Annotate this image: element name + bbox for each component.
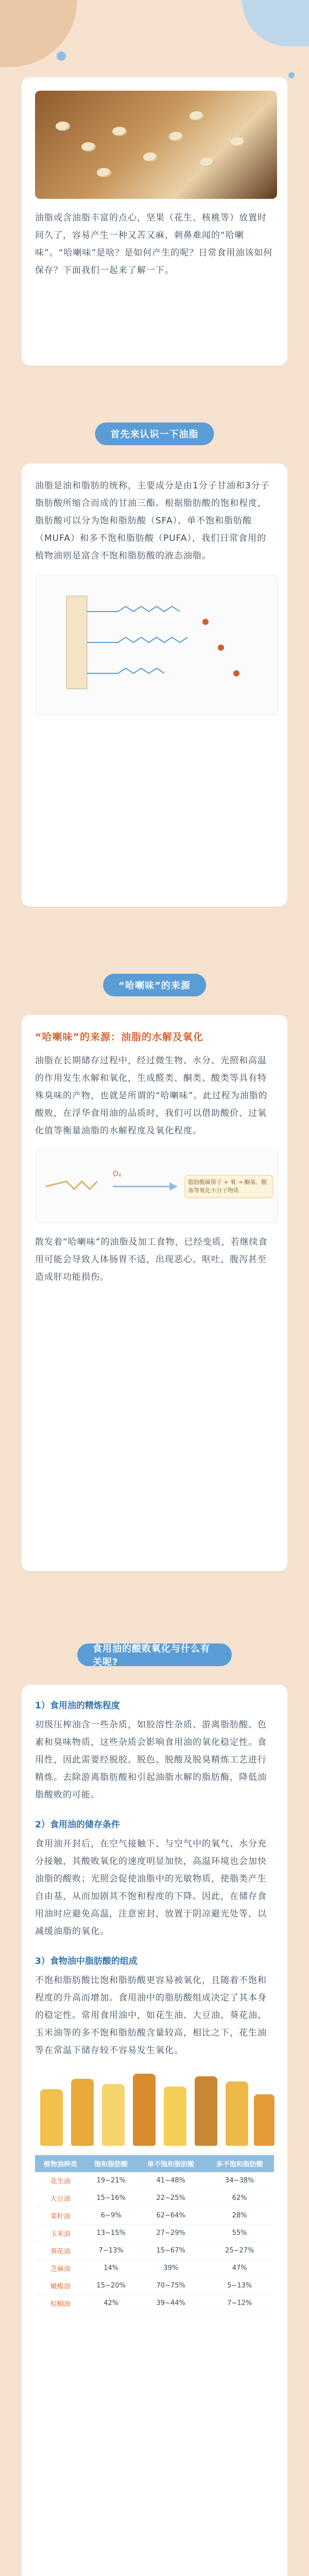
table-cell: 15~67% <box>136 2242 205 2260</box>
oil-intro-paragraph: 油脂是油和脂肪的统称，主要成分是由1分子甘油和3分子脂肪酸所缩合而成的甘油三酯。根据脂肪酸的饱和程度，脂肪酸可以分为饱和脂肪酸（SFA）、单不饱和脂肪酸（MUFA）和多不饱和脂肪酸（PUFA），我们日常食用的植物油则是富含不饱和脂肪酸的液态油脂。 <box>35 481 270 561</box>
table-cell: 41~48% <box>136 2172 205 2190</box>
table-cell: 42% <box>85 2295 136 2312</box>
oxidation-diagram <box>35 1150 278 1223</box>
table-cell: 22~25% <box>136 2190 205 2207</box>
intro-card <box>22 77 287 366</box>
table-cell: 39% <box>136 2260 205 2277</box>
table-cell: 7~13% <box>85 2242 136 2260</box>
table-row <box>35 2172 274 2190</box>
triglyceride-diagram <box>35 575 278 715</box>
table-cell: 34~38% <box>205 2172 274 2190</box>
table-header-cell: 植物油种类 <box>35 2155 85 2172</box>
oil-bottles-image <box>35 2069 277 2146</box>
table-cell: 菜籽油 <box>35 2207 85 2225</box>
table-row <box>35 2277 274 2295</box>
table-header-row <box>35 2155 274 2172</box>
oil-fatty-acid-table <box>35 2155 274 2312</box>
table-header-cell: 单不饱和脂肪酸 <box>136 2155 205 2172</box>
table-cell: 5~13% <box>205 2277 274 2295</box>
table-cell: 15~20% <box>85 2277 136 2295</box>
table-cell: 花生油 <box>35 2172 85 2190</box>
table-cell: 橄榄油 <box>35 2277 85 2295</box>
table-cell: 7~12% <box>205 2295 274 2312</box>
oxidation-factors-card <box>22 1685 287 2576</box>
table-cell: 28% <box>205 2207 274 2225</box>
table-cell: 13~15% <box>85 2225 136 2242</box>
section-pill-oil-intro: 首先来认识一下油脂 <box>95 422 214 445</box>
table-row <box>35 2207 274 2225</box>
table-cell: 47% <box>205 2260 274 2277</box>
factor-3-paragraph: 不饱和脂肪酸比饱和脂肪酸更容易被氧化，且随着不饱和程度的升高而增加。食用油中的脂肪酸组成决定了其本身的稳定性。常用食用油中，如花生油、大豆油、葵花油、玉米油等的多不饱和脂肪酸含量较高，相比之下，花生油等在常温下储存较不容易发生氧化。 <box>35 1975 267 2056</box>
factor-1-paragraph: 初级压榨油含一些杂质，如胶溶性杂质、游离脂肪酸、色素和臭味物质，这些杂质会影响食用油的氧化稳定性。食用性，因此需要经脱胶、脱色、脱酸及脱臭精炼工艺进行精炼。去除游离脂肪酸和引起油脂水解的脂肪酶，降低油脂酸败的可能。 <box>35 1720 267 1800</box>
table-row <box>35 2260 274 2277</box>
table-row <box>35 2225 274 2242</box>
factor-1-heading: 1）食用油的精炼程度 <box>35 1701 120 1711</box>
decorative-dot <box>288 72 295 78</box>
table-cell: 15~16% <box>85 2190 136 2207</box>
table-cell: 39~44% <box>136 2295 205 2312</box>
factor-2-paragraph: 食用油开封后，在空气接触下、与空气中的氧气、水分充分接触，其酸败氧化的速度明显加快，高温环境也会加快油脂的酸败；光照会促使油脂中的光敏物质，使脂类产生自由基，从而加剧其不饱和程度的下降。因此，在储存食用油时应避免高温，注意密封、放置于阴凉避光处等，以减缓油脂的氧化。 <box>35 1839 267 1937</box>
svg-text:O₂: O₂ <box>113 1170 122 1178</box>
table-cell: 19~21% <box>85 2172 136 2190</box>
oil-intro-card <box>22 464 287 907</box>
table-cell: 55% <box>205 2225 274 2242</box>
section-pill-rancid-source: “哈喇味”的来源 <box>103 974 206 996</box>
table-cell: 玉米油 <box>35 2225 85 2242</box>
table-cell: 大豆油 <box>35 2190 85 2207</box>
rancid-heading: “哈喇味”的来源：油脂的水解及氧化 <box>35 1031 203 1043</box>
table-cell: 芝麻油 <box>35 2260 85 2277</box>
rancid-paragraph-2: 散发着“哈喇味”的油脂及加工食物，已经变质，若继续食用可能会导致人体肠胃不适，出现恶心、呕吐、腹泻甚至造成肝功能损伤。 <box>35 1237 268 1282</box>
rancid-paragraph-1: 油脂在长期储存过程中，经过微生物、水分、光照和高温的作用发生水解和氧化，生成醛类、酮类、酸类等具有特殊臭味的产物，也就是所谓的“哈喇味”。此过程为油脂的酸败，在浮华食用油的品质时，我们可以借助酸价、过氧化值等衡量油脂的水解程度及氧化程度。 <box>35 1056 268 1136</box>
table-cell: 25~27% <box>205 2242 274 2260</box>
table-row <box>35 2295 274 2312</box>
nuts-photo <box>35 91 277 199</box>
section-pill-oxidation-factors: 食用油的酸败氧化与什么有关呢? <box>77 1643 232 1666</box>
table-cell: 棕榈油 <box>35 2295 85 2312</box>
decorative-dot <box>57 52 66 61</box>
decorative-corner-top-right <box>242 0 309 46</box>
table-cell: 6~9% <box>85 2207 136 2225</box>
table-cell: 70~75% <box>136 2277 205 2295</box>
table-cell: 62% <box>205 2190 274 2207</box>
intro-paragraph: 油脂或含油脂丰富的点心，坚果（花生、核桃等）放置时间久了，容易产生一种又苦又麻，刺鼻难闻的“哈喇味”。“哈喇味”是啥？是如何产生的呢？日常食用油该如何保存？下面我们一起来了解一下。 <box>35 213 273 276</box>
factor-2-heading: 2）食用油的储存条件 <box>35 1820 120 1830</box>
oxidation-diagram-label: 脂肪酸碳原子 + 氧 → 酮基、酸基等氧化小分子物质 <box>188 1179 267 1194</box>
table-cell: 14% <box>85 2260 136 2277</box>
table-cell: 27~29% <box>136 2225 205 2242</box>
table-row <box>35 2242 274 2260</box>
factor-3-heading: 3）食物油中脂肪酸的组成 <box>35 1956 138 1967</box>
table-row <box>35 2190 274 2207</box>
rancid-source-card <box>22 1015 287 1571</box>
table-header-cell: 多不饱和脂肪酸 <box>205 2155 274 2172</box>
table-cell: 葵花油 <box>35 2242 85 2260</box>
table-cell: 62~64% <box>136 2207 205 2225</box>
table-header-cell: 饱和脂肪酸 <box>85 2155 136 2172</box>
